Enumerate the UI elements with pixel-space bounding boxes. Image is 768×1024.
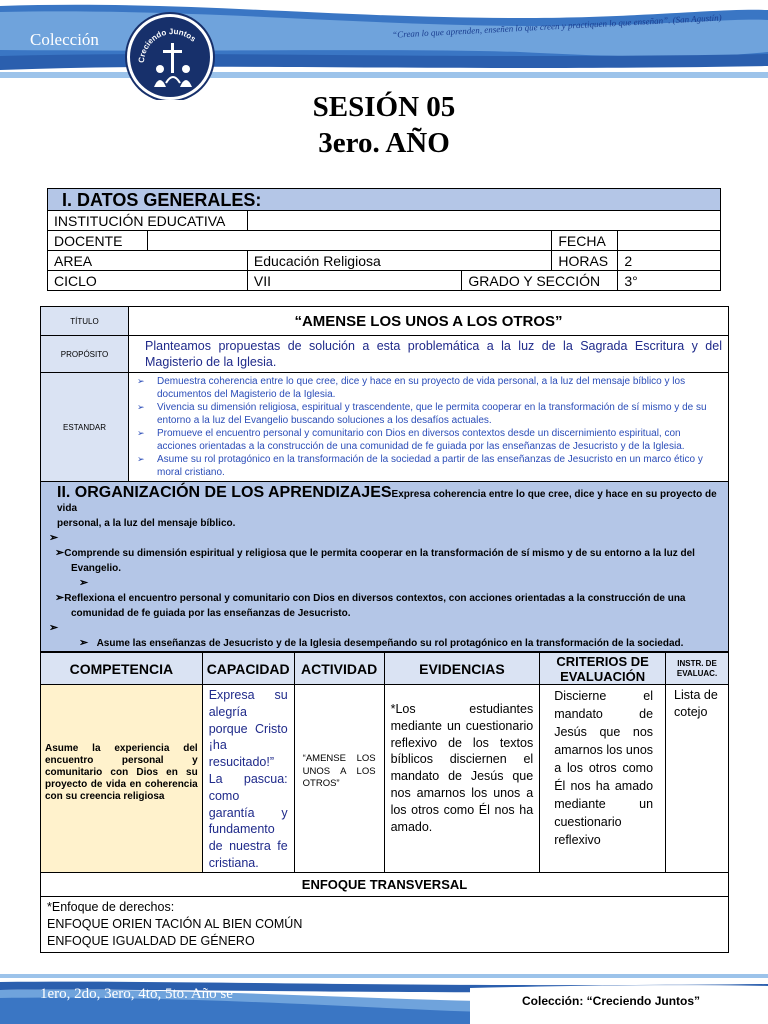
enfoque-line: ENFOQUE IGUALDAD DE GÉNERO [47,933,255,948]
arrow-bullet-icon: ➢ [55,547,65,559]
area-label: AREA [48,251,248,271]
grado-label: GRADO Y SECCIÓN [462,271,618,291]
enfoque-transversal-title: ENFOQUE TRANSVERSAL [40,873,729,897]
arrow-bullet-icon: ➢ [137,454,145,464]
grado-value: 3° [618,271,721,291]
criterios-cell: Discierne el mandato de Jesús que nos amarnos los unos a los otros como Él nos ha amado mediante un cuestionario reflexivo [540,685,666,873]
arrow-bullet-icon: ➢ [49,532,59,544]
organizacion-line: ➢Reflexiona el encuentro personal y comunitario con Dios en diversos contextos, con acciones orientadas a la construcción de una [55,592,686,604]
arrow-bullet-icon: ➢ [49,622,59,634]
motto-quote: “Crean lo que aprenden, enseñen lo que creen y practiquen lo que enseñan”. (San Agustín) [391,12,722,40]
footer-left-text: 1ero, 2do, 3ero, 4to, 5to. Año se [40,986,233,1002]
svg-text:Creciendo Juntos [137,27,198,63]
session-title: SESIÓN 05 [312,91,456,123]
arrow-bullet-icon: ➢ [55,592,65,604]
capacidad-header: CAPACIDAD [202,653,294,685]
organizacion-line: ➢ Asume las enseñanzas de Jesucristo y de la Iglesia desempeñando su rol protagónico en la transformación de la sociedad. [79,637,684,649]
proposito-value: Planteamos propuestas de solución a esta problemática a la luz de la Sagrada Escritura y del Magisterio de la Iglesia. [129,336,729,373]
estandar-item: ➢ Promueve el encuentro personal y comunitario con Dios en diversos contextos desde un discernimiento espiritual, con acciones orientadas a la construcción de una comunidad de fe guiada por las enseñanzas de Jesucristo y de la Iglesia. [137,428,685,452]
area-value: Educación Religiosa [247,251,551,271]
organizacion-line: Evangelio. [71,563,122,574]
main-block [40,306,729,953]
fecha-value [618,231,721,251]
enfoque-transversal-body [40,897,729,953]
evidencias-cell: *Los estudiantes mediante un cuestionario reflexivo de los textos bíblicos disciernen el mandato de Jesús que nos amarnos los unos a los otros como Él nos ha amado. [384,685,540,873]
institucion-label: INSTITUCIÓN EDUCATIVA [48,211,248,231]
horas-value: 2 [618,251,721,271]
organizacion-title: II. ORGANIZACIÓN DE LOS APRENDIZAJES [57,484,392,501]
header-banner [0,0,768,100]
organizacion-line: personal, a la luz del mensaje bíblico. [57,518,236,529]
titulo-label: TÍTULO [41,307,129,336]
organizacion-line: comunidad de fe guiada por las enseñanzas de Jesucristo. [71,608,351,619]
estandar-list [129,373,728,481]
organizacion-heading [49,484,720,516]
capacidad-cell: Expresa su alegría porque Cristo ¡ha resucitado!” La pascua: como garantía y fundamento de nuestra fe cristiana. [202,685,294,873]
estandar-item: ➢ Demuestra coherencia entre lo que cree, dice y hace en su proyecto de vida personal, a la luz del mensaje bíblico y los documentos del Magisterio de la Iglesia. [137,376,686,400]
collection-label: Colección [30,30,99,49]
arrow-bullet-icon: ➢ [79,637,89,649]
proposito-label: PROPÓSITO [41,336,129,373]
competencias-table [40,652,729,873]
enfoque-line: *Enfoque de derechos: [47,899,175,914]
arrow-bullet-icon: ➢ [79,577,89,589]
arrow-bullet-icon: ➢ [137,402,145,412]
datos-generales-table [47,188,721,291]
instr-header: INSTR. DE EVALUAC. [666,653,729,685]
estandar-item: ➢ Vivencia su dimensión religiosa, espiritual y trascendente, que le permita cooperar en la transformación de sí mismo y de su entorno a la luz del Evangelio buscando soluciones a los desafíos actuales. [137,402,707,426]
arrow-bullet-icon: ➢ [137,428,145,438]
estandar-label: ESTANDAR [41,373,129,482]
actividad-cell: “AMENSE LOS UNOS A LOS OTROS” [294,685,384,873]
header-wave-graphic [0,0,768,100]
institucion-value [247,211,720,231]
organizacion-line: ➢Comprende su dimensión espiritual y religiosa que le permita cooperar en la transformación de sí mismo y de su entorno a la luz del [55,547,695,559]
actividad-header: ACTIVIDAD [294,653,384,685]
arrow-bullet-icon: ➢ [137,376,145,386]
competencia-header: COMPETENCIA [41,653,203,685]
year-title: 3ero. AÑO [318,127,450,159]
fecha-label: FECHA [552,231,618,251]
estandar-item: ➢ Asume su rol protagónico en la transformación de la sociedad a partir de las enseñanzas de Jesucristo en un marco ético y moral cristiano. [137,454,703,478]
titulo-value: “AMENSE LOS UNOS A LOS OTROS” [129,307,729,336]
footer-right-text: Colección: “Creciendo Juntos” [522,994,701,1008]
info-table [40,306,729,482]
estandar-cell [129,373,729,482]
creciendo-juntos-logo [127,14,213,100]
competencia-cell: Asume la experiencia del encuentro personal y comunitario con Dios en su proyecto de vida en coherencia con su creencia religiosa [41,685,203,873]
docente-value [147,231,551,251]
horas-label: HORAS [552,251,618,271]
footer-banner [0,968,768,1024]
criterios-header: CRITERIOS DE EVALUACIÓN [540,653,666,685]
datos-generales-heading: I. DATOS GENERALES: [48,189,721,211]
docente-label: DOCENTE [48,231,148,251]
instrumento-cell: Lista de cotejo [666,685,729,873]
organizacion-heading-rest: Expresa coherencia entre lo que cree, dice y hace en su proyecto de vida [57,489,717,514]
logo-text: Creciendo Juntos [136,26,198,64]
enfoque-line: ENFOQUE ORIEN TACIÓN AL BIEN COMÚN [47,916,303,931]
ciclo-value: VII [247,271,461,291]
organizacion-section [40,482,729,652]
evidencias-header: EVIDENCIAS [384,653,540,685]
ciclo-label: CICLO [48,271,248,291]
